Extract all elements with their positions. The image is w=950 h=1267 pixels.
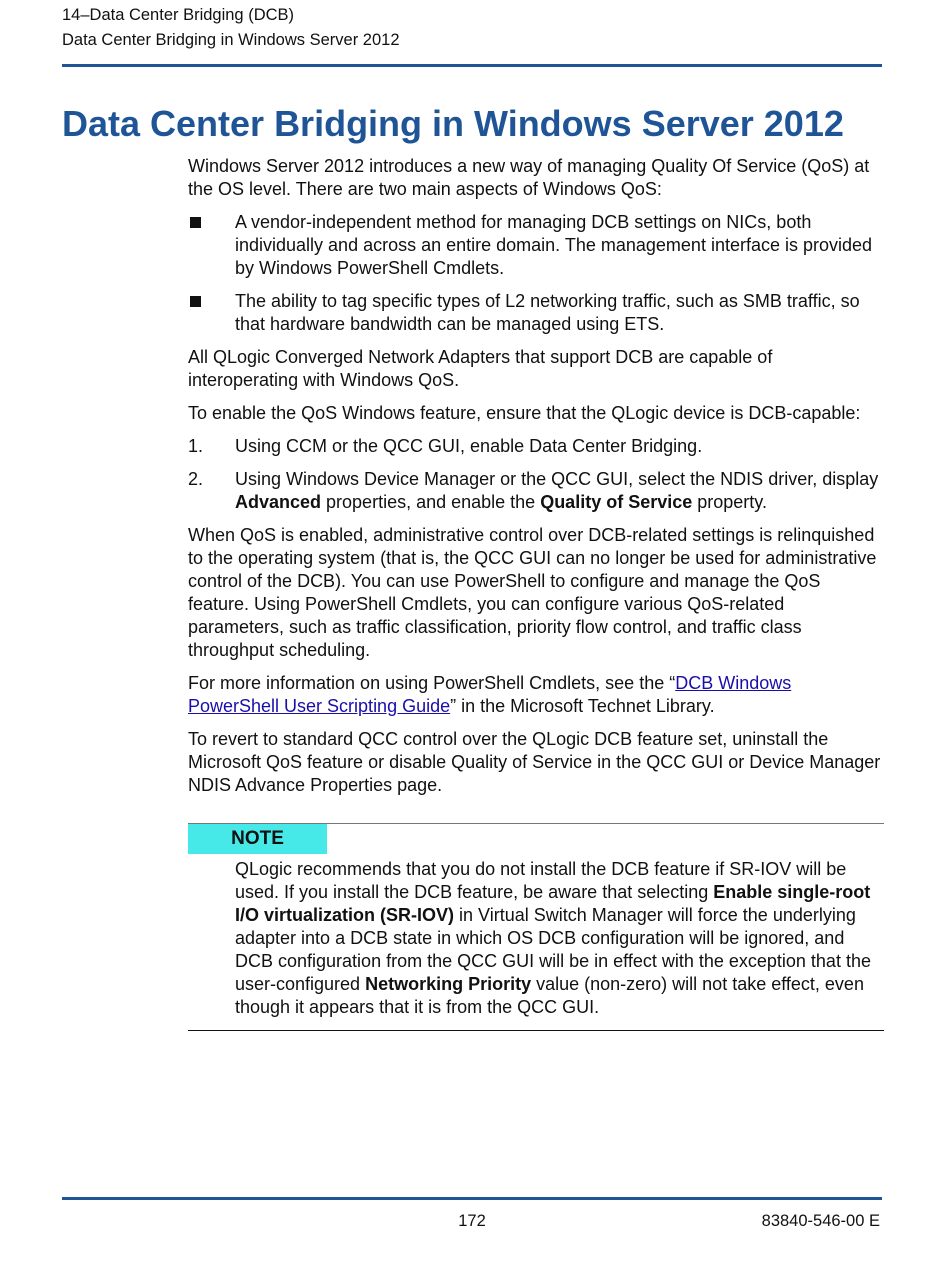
enable-paragraph: To enable the QoS Windows feature, ensure that the QLogic device is DCB-capable:	[188, 403, 861, 423]
main-content	[188, 155, 884, 1031]
qos-enabled-paragraph: When QoS is enabled, administrative control over DCB-related settings is relinquished to the operating system (that is, the QCC GUI can no longer be used for administrative control of the DCB). You can use PowerShell to configure and manage the QoS feature. Using PowerShell Cmdlets, you can configure various QoS-related parameters, such as traffic classification, priority flow control, and traffic class throughput scheduling.	[188, 525, 877, 660]
step-text: Using CCM or the QCC GUI, enable Data Center Bridging.	[235, 436, 703, 456]
bullet-item	[188, 290, 884, 336]
square-bullet-icon	[190, 296, 201, 307]
step-number: 1.	[188, 436, 204, 456]
note-text-part: QLogic recommends that you do not install the DCB feature if SR-IOV will be used. If you install the DCB feature, be aware that selecting	[235, 859, 847, 902]
more-info-text: ” in the Microsoft Technet Library.	[450, 696, 715, 716]
page-title: Data Center Bridging in Windows Server 2012	[62, 103, 844, 144]
step-text-part: properties, and enable the	[321, 492, 541, 512]
header-rule	[62, 64, 882, 67]
square-bullet-icon	[190, 217, 201, 228]
networking-priority-term: Networking Priority	[365, 974, 532, 994]
page-number: 172	[458, 1212, 486, 1230]
advanced-term: Advanced	[235, 492, 322, 512]
note-box	[188, 823, 884, 1031]
bullet-text: A vendor-independent method for managing DCB settings on NICs, both individually and across an entire domain. The management interface is provided by Windows PowerShell Cmdlets.	[235, 212, 873, 278]
note-text-part: in Virtual Switch Manager will force the underlying adapter into a DCB state in which OS DCB configuration will be ignored, and DCB configuration from the QCC GUI will be in effect with the exception that the user-configured	[235, 905, 871, 994]
more-info-text: For more information on using PowerShell Cmdlets, see the “	[188, 673, 676, 693]
step-item	[188, 435, 884, 458]
document-number: 83840-546-00 E	[761, 1212, 880, 1230]
more-info-paragraph	[188, 672, 884, 718]
note-label: NOTE	[188, 824, 327, 854]
step-text	[235, 469, 878, 512]
adapters-paragraph: All QLogic Converged Network Adapters that support DCB are capable of interoperating with Windows QoS.	[188, 347, 773, 390]
dcb-scripting-guide-link[interactable]: DCB Windows PowerShell User Scripting Guide	[188, 673, 792, 716]
bullet-item	[188, 211, 884, 280]
step-text-part: Using Windows Device Manager or the QCC GUI, select the NDIS driver, display	[235, 469, 879, 489]
footer-rule	[62, 1197, 882, 1200]
note-text-part: value (non-zero) will not take effect, even though it appears that it is from the QCC GUI.	[235, 974, 864, 1017]
revert-paragraph: To revert to standard QCC control over the QLogic DCB feature set, uninstall the Microsoft QoS feature or disable Quality of Service in the QCC GUI or Device Manager NDIS Advance Properties page.	[188, 729, 881, 795]
note-text	[188, 854, 884, 1019]
sr-iov-option: Enable single-root I/O virtualization (SR-IOV)	[235, 882, 871, 925]
running-header-section: Data Center Bridging in Windows Server 2012	[62, 31, 400, 49]
step-item	[188, 468, 884, 514]
intro-paragraph: Windows Server 2012 introduces a new way of managing Quality Of Service (QoS) at the OS level. There are two main aspects of Windows QoS:	[188, 156, 870, 199]
quality-of-service-term: Quality of Service	[540, 492, 693, 512]
step-number: 2.	[188, 469, 204, 489]
bullet-text: The ability to tag specific types of L2 networking traffic, such as SMB traffic, so that hardware bandwidth can be managed using ETS.	[235, 291, 860, 334]
running-header-chapter: 14–Data Center Bridging (DCB)	[62, 6, 295, 24]
step-text-part: property.	[692, 492, 767, 512]
